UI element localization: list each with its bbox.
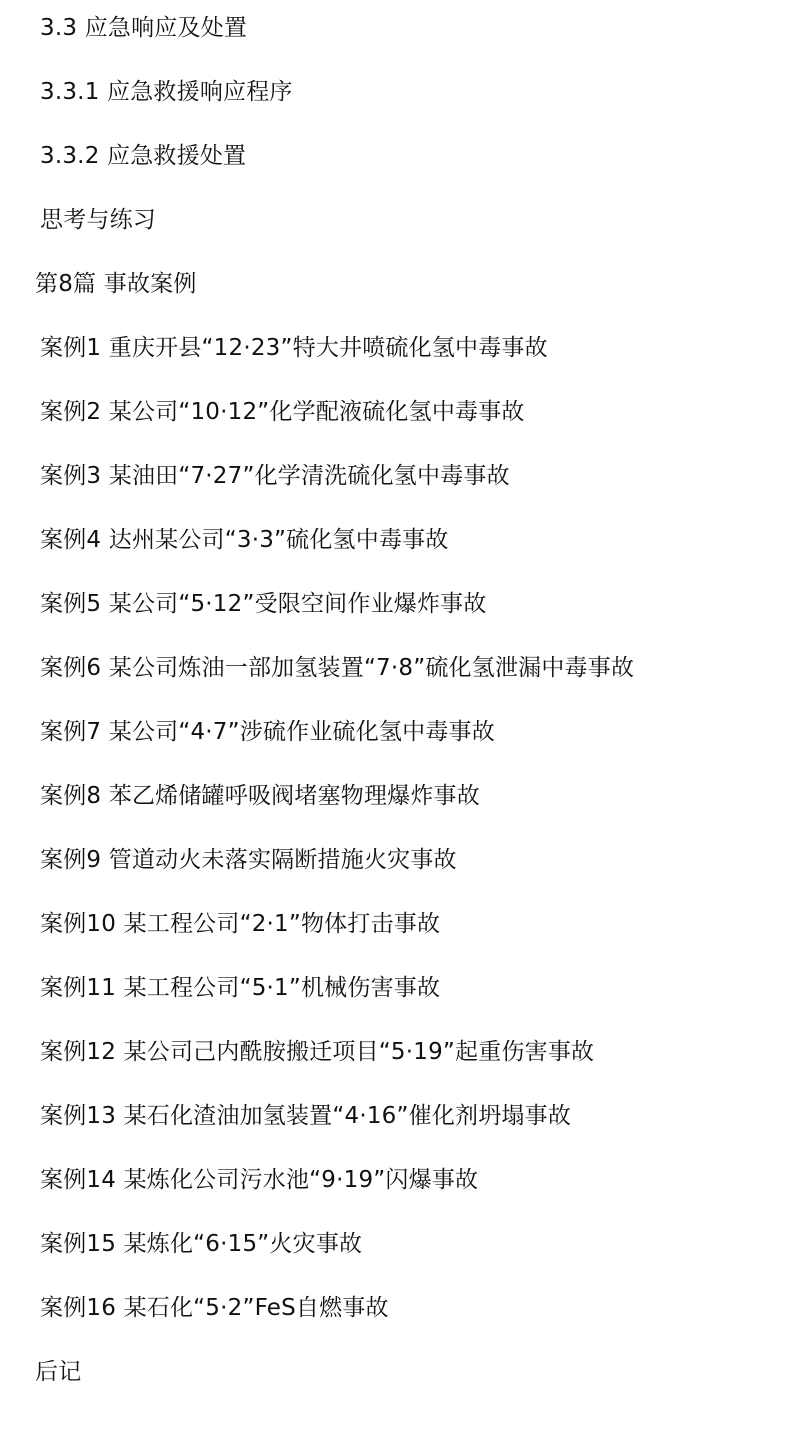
toc-case-item: 案例3 某油田“7·27”化学清洗硫化氢中毒事故 (40, 463, 510, 489)
toc-section-3-3: 3.3 应急响应及处置 (40, 15, 248, 41)
toc-section-3-3-1: 3.3.1 应急救援响应程序 (40, 79, 293, 105)
toc-case-item: 案例13 某石化渣油加氢装置“4·16”催化剂坍塌事故 (40, 1103, 572, 1129)
toc-case-item: 案例16 某石化“5·2”FeS自燃事故 (40, 1295, 389, 1321)
toc-case-item: 案例10 某工程公司“2·1”物体打击事故 (40, 911, 441, 937)
toc-case-item: 案例14 某炼化公司污水池“9·19”闪爆事故 (40, 1167, 479, 1193)
toc-case-item: 案例7 某公司“4·7”涉硫作业硫化氢中毒事故 (40, 719, 495, 745)
toc-case-item: 案例11 某工程公司“5·1”机械伤害事故 (40, 975, 441, 1001)
toc-case-item: 案例8 苯乙烯储罐呼吸阀堵塞物理爆炸事故 (40, 783, 480, 809)
toc-exercises: 思考与练习 (40, 207, 156, 233)
toc-case-item: 案例2 某公司“10·12”化学配液硫化氢中毒事故 (40, 399, 525, 425)
toc-case-item: 案例9 管道动火未落实隔断措施火灾事故 (40, 847, 457, 873)
toc-case-item: 案例15 某炼化“6·15”火灾事故 (40, 1231, 363, 1257)
toc-part-8-heading: 第8篇 事故案例 (35, 271, 197, 297)
toc-case-item: 案例4 达州某公司“3·3”硫化氢中毒事故 (40, 527, 449, 553)
toc-case-item: 案例12 某公司己内酰胺搬迁项目“5·19”起重伤害事故 (40, 1039, 595, 1065)
toc-afterword: 后记 (35, 1359, 82, 1385)
toc-case-item: 案例1 重庆开县“12·23”特大井喷硫化氢中毒事故 (40, 335, 548, 361)
toc-case-item: 案例5 某公司“5·12”受限空间作业爆炸事故 (40, 591, 487, 617)
toc-case-item: 案例6 某公司炼油一部加氢装置“7·8”硫化氢泄漏中毒事故 (40, 655, 635, 681)
toc-section-3-3-2: 3.3.2 应急救援处置 (40, 143, 247, 169)
